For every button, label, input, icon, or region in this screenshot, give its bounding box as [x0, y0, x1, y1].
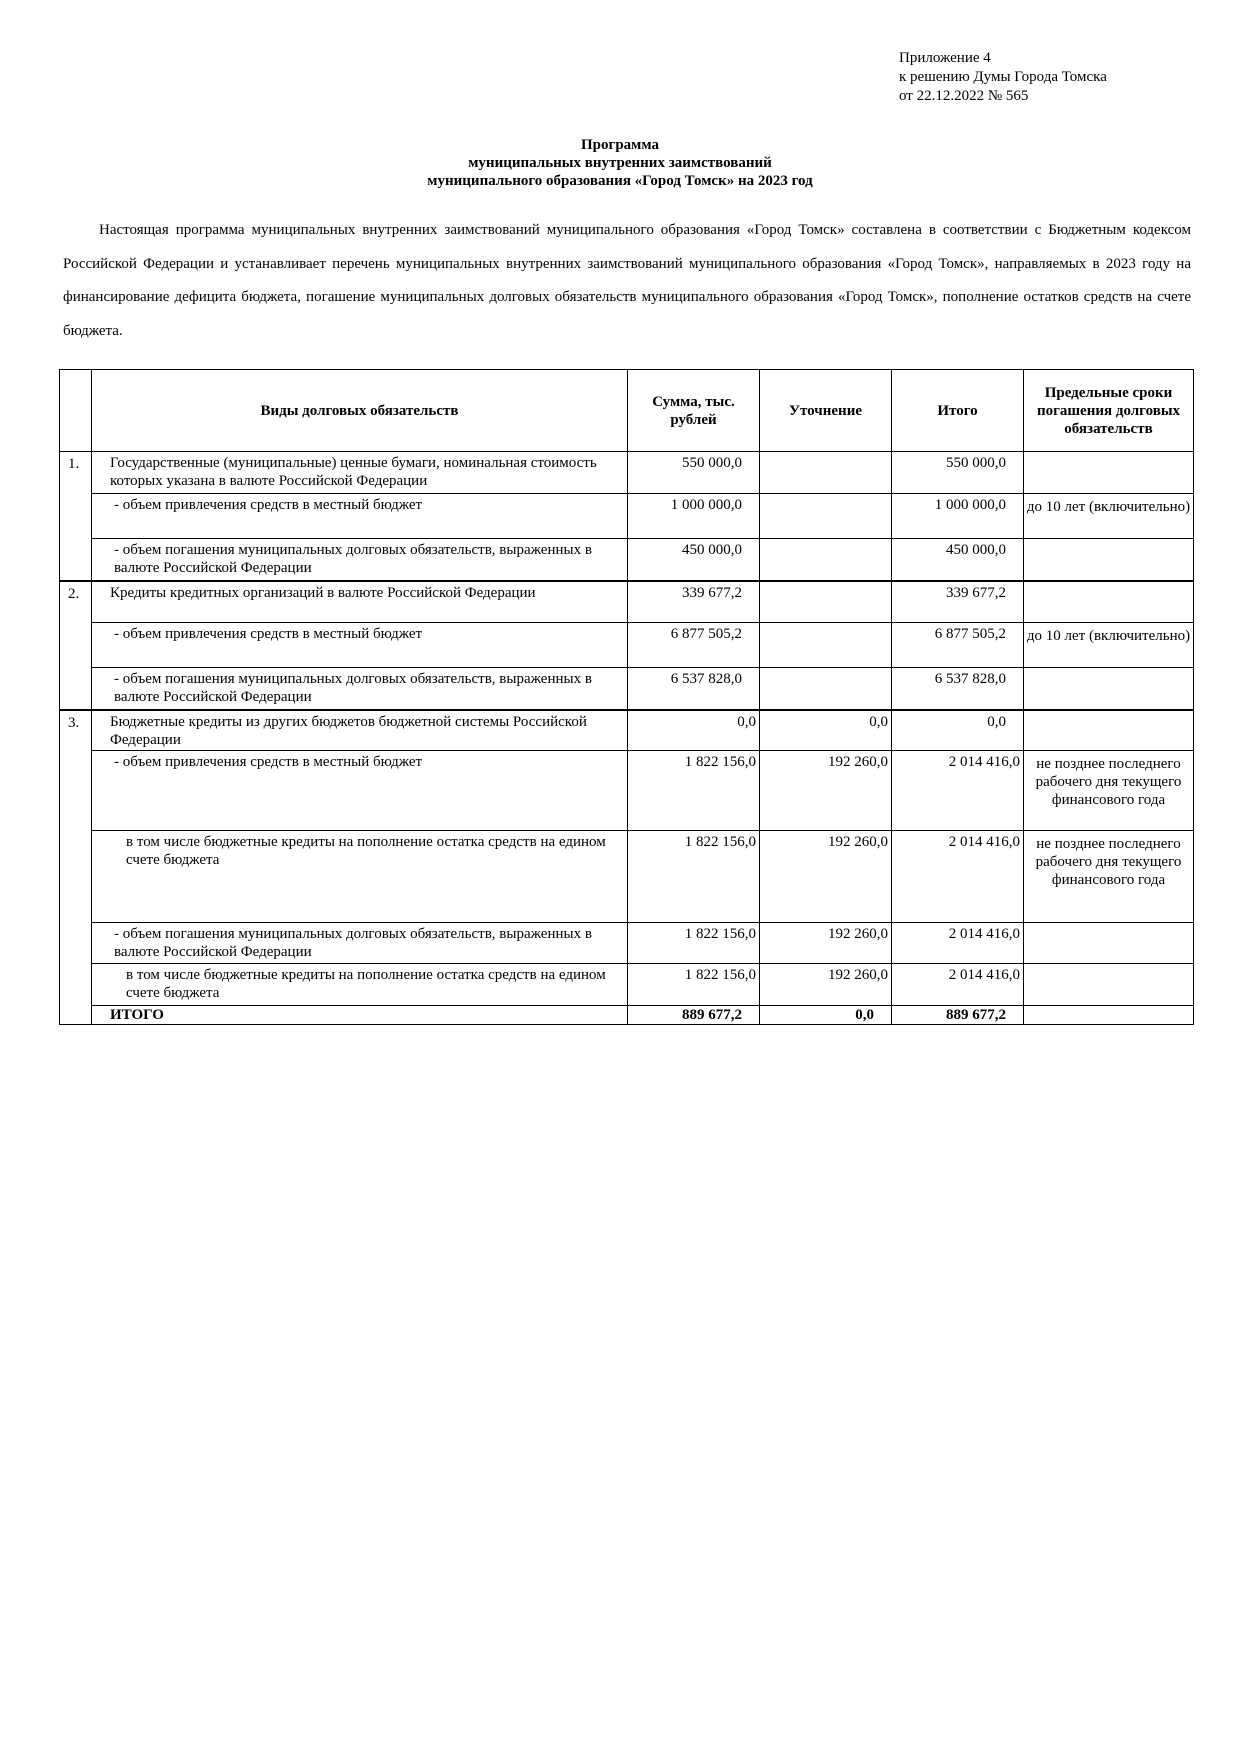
table-row — [60, 623, 1194, 668]
header-adjust: Уточнение — [760, 370, 892, 452]
row-adjust: 192 260,0 — [760, 964, 892, 1006]
row-sum: 1 822 156,0 — [628, 831, 760, 923]
row-total: 2 014 416,0 — [892, 751, 1024, 831]
row-total: 450 000,0 — [892, 539, 1024, 581]
intro-paragraph: Настоящая программа муниципальных внутренних заимствований муниципального образования «Город Томск» составлена в соответствии с Бюджетным кодексом Российской Федерации и устанавливает перечень муниципальных внутренних заимствований муниципального образования «Город Томск», направляемых в 2023 году на финансирование дефицита бюджета, погашение муниципальных долговых обязательств муниципального образования «Город Томск», пополнение остатков средств на счете бюджета. — [63, 222, 1191, 339]
borrowings-table — [59, 369, 1194, 1025]
row-total: 339 677,2 — [892, 581, 1024, 623]
row-term — [1024, 581, 1194, 623]
total-term — [1024, 1006, 1194, 1025]
row-sum: 1 822 156,0 — [628, 923, 760, 964]
row-term — [1024, 452, 1194, 494]
row-term — [1024, 668, 1194, 710]
table-row — [60, 494, 1194, 539]
row-desc: Бюджетные кредиты из других бюджетов бюджетной системы Российской Федерации — [92, 710, 628, 751]
row-desc: - объем привлечения средств в местный бюджет — [92, 751, 628, 831]
table-row — [60, 751, 1194, 831]
table-row — [60, 831, 1194, 923]
document-title — [0, 136, 1240, 190]
row-desc: - объем привлечения средств в местный бюджет — [92, 494, 628, 539]
annex-line-2: к решению Думы Города Томска — [899, 69, 1107, 85]
total-row — [60, 1006, 1194, 1025]
table-row — [60, 581, 1194, 623]
row-adjust — [760, 623, 892, 668]
row-term — [1024, 923, 1194, 964]
title-line-2: муниципальных внутренних заимствований — [468, 155, 772, 171]
row-desc: Государственные (муниципальные) ценные бумаги, номинальная стоимость которых указана в валюте Российской Федерации — [92, 452, 628, 494]
annex-block — [899, 49, 1107, 106]
row-num: 1. — [60, 452, 92, 581]
total-label: ИТОГО — [92, 1006, 628, 1025]
row-sum: 6 537 828,0 — [628, 668, 760, 710]
row-sum: 450 000,0 — [628, 539, 760, 581]
total-total: 889 677,2 — [892, 1006, 1024, 1025]
row-adjust: 192 260,0 — [760, 923, 892, 964]
row-total: 6 877 505,2 — [892, 623, 1024, 668]
table-row — [60, 452, 1194, 494]
row-term: не позднее последнего рабочего дня текущего финансового года — [1024, 831, 1194, 923]
row-total: 6 537 828,0 — [892, 668, 1024, 710]
header-total: Итого — [892, 370, 1024, 452]
row-num: 2. — [60, 581, 92, 710]
title-line-3: муниципального образования «Город Томск» на 2023 год — [427, 173, 813, 189]
header-sum: Сумма, тыс. рублей — [628, 370, 760, 452]
table-row — [60, 710, 1194, 751]
row-term: до 10 лет (включительно) — [1024, 623, 1194, 668]
row-adjust — [760, 581, 892, 623]
annex-line-1: Приложение 4 — [899, 50, 991, 66]
row-total: 0,0 — [892, 710, 1024, 751]
row-term — [1024, 539, 1194, 581]
header-term: Предельные сроки погашения долговых обязательств — [1024, 370, 1194, 452]
row-adjust: 192 260,0 — [760, 831, 892, 923]
row-sum: 339 677,2 — [628, 581, 760, 623]
row-sum: 1 000 000,0 — [628, 494, 760, 539]
table-row — [60, 539, 1194, 581]
row-sum: 6 877 505,2 — [628, 623, 760, 668]
table-row — [60, 923, 1194, 964]
row-desc: Кредиты кредитных организаций в валюте Российской Федерации — [92, 581, 628, 623]
row-adjust: 0,0 — [760, 710, 892, 751]
row-adjust — [760, 668, 892, 710]
row-term — [1024, 964, 1194, 1006]
row-adjust — [760, 494, 892, 539]
row-desc: - объем привлечения средств в местный бюджет — [92, 623, 628, 668]
row-num: 3. — [60, 710, 92, 1025]
table-row — [60, 964, 1194, 1006]
total-adjust: 0,0 — [760, 1006, 892, 1025]
annex-line-3: от 22.12.2022 № 565 — [899, 88, 1029, 104]
row-total: 550 000,0 — [892, 452, 1024, 494]
row-sum: 0,0 — [628, 710, 760, 751]
row-desc: - объем погашения муниципальных долговых обязательств, выраженных в валюте Российской Федерации — [92, 668, 628, 710]
row-sum: 1 822 156,0 — [628, 751, 760, 831]
row-desc: - объем погашения муниципальных долговых обязательств, выраженных в валюте Российской Федерации — [92, 923, 628, 964]
row-total: 2 014 416,0 — [892, 923, 1024, 964]
table-header-row — [60, 370, 1194, 452]
row-term — [1024, 710, 1194, 751]
row-total: 2 014 416,0 — [892, 831, 1024, 923]
row-desc: - объем погашения муниципальных долговых обязательств, выраженных в валюте Российской Федерации — [92, 539, 628, 581]
table-row — [60, 668, 1194, 710]
header-num — [60, 370, 92, 452]
row-term: не позднее последнего рабочего дня текущего финансового года — [1024, 751, 1194, 831]
row-total: 1 000 000,0 — [892, 494, 1024, 539]
row-adjust — [760, 452, 892, 494]
row-sum: 550 000,0 — [628, 452, 760, 494]
row-sum: 1 822 156,0 — [628, 964, 760, 1006]
header-type: Виды долговых обязательств — [92, 370, 628, 452]
row-term: до 10 лет (включительно) — [1024, 494, 1194, 539]
row-desc: в том числе бюджетные кредиты на пополнение остатка средств на едином счете бюджета — [92, 831, 628, 923]
row-adjust — [760, 539, 892, 581]
row-desc: в том числе бюджетные кредиты на пополнение остатка средств на едином счете бюджета — [92, 964, 628, 1006]
row-adjust: 192 260,0 — [760, 751, 892, 831]
total-sum: 889 677,2 — [628, 1006, 760, 1025]
row-total: 2 014 416,0 — [892, 964, 1024, 1006]
title-line-1: Программа — [581, 137, 659, 153]
